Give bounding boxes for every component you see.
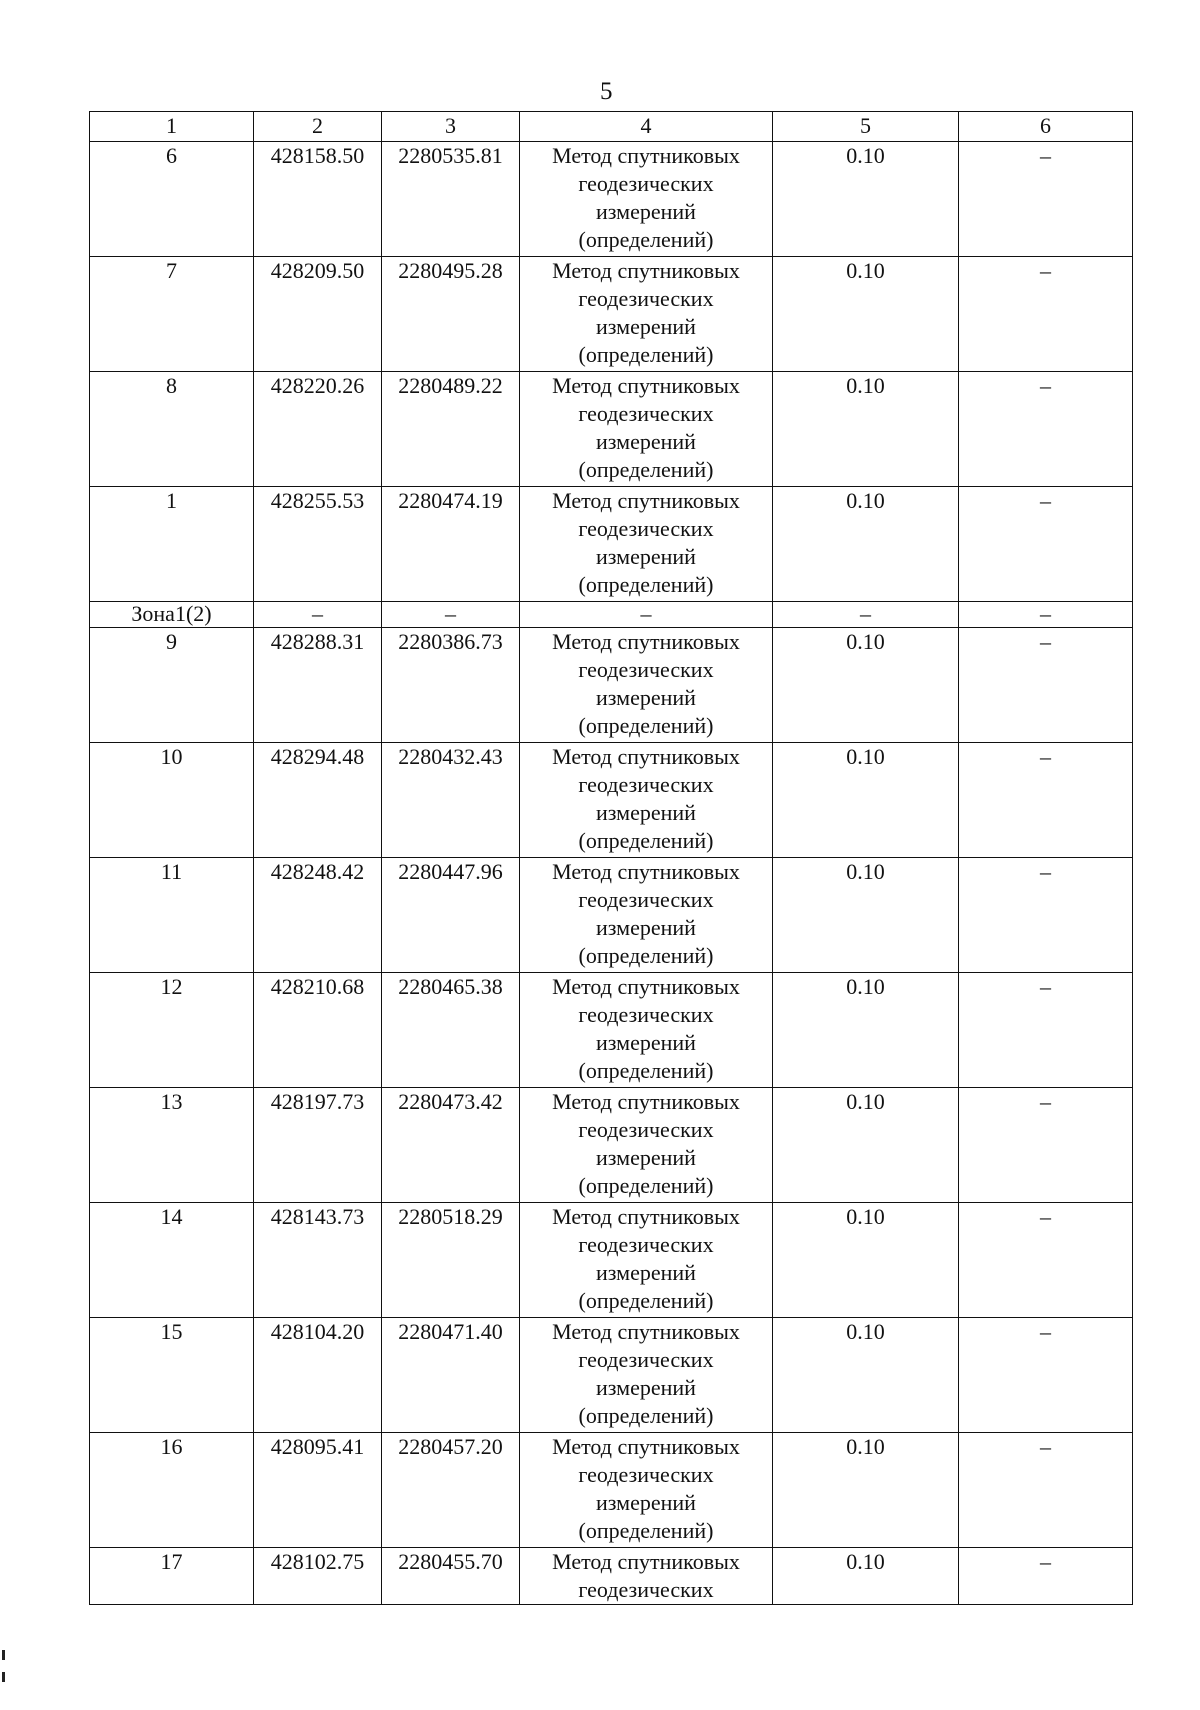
table-row [90, 1548, 1133, 1605]
coord-x-cell: 428248.42 [254, 858, 382, 973]
header-cell-1: 1 [90, 112, 254, 142]
table-row [90, 1088, 1133, 1203]
accuracy-cell: 0.10 [773, 1203, 959, 1318]
table-row [90, 858, 1133, 973]
header-row [90, 112, 1133, 142]
method-cell: Метод спутниковых геодезических измерений (определений) [520, 372, 773, 487]
point-id-cell: 15 [90, 1318, 254, 1433]
method-cell: Метод спутниковых геодезических измерений (определений) [520, 142, 773, 257]
note-cell: – [959, 858, 1133, 973]
note-cell: – [959, 257, 1133, 372]
method-cell: Метод спутниковых геодезических измерений (определений) [520, 257, 773, 372]
point-id-cell: 10 [90, 743, 254, 858]
zone-row [90, 602, 1133, 628]
point-id-cell: Зона1(2) [90, 602, 254, 628]
header-cell-2: 2 [254, 112, 382, 142]
point-id-cell: 6 [90, 142, 254, 257]
note-cell: – [959, 602, 1133, 628]
point-id-cell: 9 [90, 628, 254, 743]
coordinates-table [89, 111, 1133, 1605]
note-cell: – [959, 1548, 1133, 1605]
method-cell: Метод спутниковых геодезических измерений (определений) [520, 743, 773, 858]
coord-x-cell: 428143.73 [254, 1203, 382, 1318]
coord-y-cell: 2280432.43 [382, 743, 520, 858]
accuracy-cell: 0.10 [773, 628, 959, 743]
table-row [90, 1203, 1133, 1318]
method-cell: Метод спутниковых геодезических измерений (определений) [520, 1433, 773, 1548]
note-cell: – [959, 1203, 1133, 1318]
header-cell-6: 6 [959, 112, 1133, 142]
accuracy-cell: – [773, 602, 959, 628]
coord-y-cell: 2280455.70 [382, 1548, 520, 1605]
method-cell: Метод спутниковых геодезических [520, 1548, 773, 1605]
coord-y-cell: 2280474.19 [382, 487, 520, 602]
coord-y-cell: 2280473.42 [382, 1088, 520, 1203]
table-row [90, 628, 1133, 743]
header-cell-3: 3 [382, 112, 520, 142]
method-cell: Метод спутниковых геодезических измерений (определений) [520, 1088, 773, 1203]
coord-x-cell: 428095.41 [254, 1433, 382, 1548]
coord-y-cell: 2280489.22 [382, 372, 520, 487]
method-cell: Метод спутниковых геодезических измерений (определений) [520, 973, 773, 1088]
point-id-cell: 1 [90, 487, 254, 602]
coord-x-cell: 428209.50 [254, 257, 382, 372]
accuracy-cell: 0.10 [773, 973, 959, 1088]
note-cell: – [959, 973, 1133, 1088]
coord-x-cell: 428220.26 [254, 372, 382, 487]
coord-x-cell: 428104.20 [254, 1318, 382, 1433]
coord-y-cell: 2280447.96 [382, 858, 520, 973]
accuracy-cell: 0.10 [773, 858, 959, 973]
coord-x-cell: 428197.73 [254, 1088, 382, 1203]
note-cell: – [959, 487, 1133, 602]
coord-x-cell: 428255.53 [254, 487, 382, 602]
coord-y-cell: 2280386.73 [382, 628, 520, 743]
note-cell: – [959, 628, 1133, 743]
accuracy-cell: 0.10 [773, 1548, 959, 1605]
coord-y-cell: 2280465.38 [382, 973, 520, 1088]
coord-y-cell: 2280457.20 [382, 1433, 520, 1548]
table-row [90, 1318, 1133, 1433]
note-cell: – [959, 142, 1133, 257]
coord-x-cell: 428288.31 [254, 628, 382, 743]
point-id-cell: 8 [90, 372, 254, 487]
method-cell: Метод спутниковых геодезических измерений (определений) [520, 487, 773, 602]
method-cell: Метод спутниковых геодезических измерений (определений) [520, 628, 773, 743]
coord-x-cell: – [254, 602, 382, 628]
accuracy-cell: 0.10 [773, 1318, 959, 1433]
table-body [90, 142, 1133, 1605]
coord-y-cell: 2280471.40 [382, 1318, 520, 1433]
table-row [90, 1433, 1133, 1548]
point-id-cell: 14 [90, 1203, 254, 1318]
accuracy-cell: 0.10 [773, 1088, 959, 1203]
note-cell: – [959, 1433, 1133, 1548]
note-cell: – [959, 1318, 1133, 1433]
coord-y-cell: 2280495.28 [382, 257, 520, 372]
coord-x-cell: 428210.68 [254, 973, 382, 1088]
coord-x-cell: 428102.75 [254, 1548, 382, 1605]
scan-edge-mark [2, 1672, 5, 1682]
accuracy-cell: 0.10 [773, 142, 959, 257]
scan-edge-mark [2, 1650, 5, 1660]
coord-y-cell: 2280535.81 [382, 142, 520, 257]
coord-x-cell: 428158.50 [254, 142, 382, 257]
note-cell: – [959, 743, 1133, 858]
header-cell-5: 5 [773, 112, 959, 142]
coord-y-cell: – [382, 602, 520, 628]
point-id-cell: 11 [90, 858, 254, 973]
point-id-cell: 13 [90, 1088, 254, 1203]
method-cell: – [520, 602, 773, 628]
point-id-cell: 7 [90, 257, 254, 372]
accuracy-cell: 0.10 [773, 1433, 959, 1548]
method-cell: Метод спутниковых геодезических измерений (определений) [520, 858, 773, 973]
table-row [90, 257, 1133, 372]
point-id-cell: 16 [90, 1433, 254, 1548]
coord-x-cell: 428294.48 [254, 743, 382, 858]
table-header [90, 112, 1133, 142]
header-cell-4: 4 [520, 112, 773, 142]
table-row [90, 973, 1133, 1088]
table-row [90, 372, 1133, 487]
page-number: 5 [600, 78, 613, 105]
accuracy-cell: 0.10 [773, 487, 959, 602]
table-row [90, 487, 1133, 602]
table-row [90, 142, 1133, 257]
method-cell: Метод спутниковых геодезических измерений (определений) [520, 1203, 773, 1318]
note-cell: – [959, 372, 1133, 487]
accuracy-cell: 0.10 [773, 257, 959, 372]
coord-y-cell: 2280518.29 [382, 1203, 520, 1318]
point-id-cell: 17 [90, 1548, 254, 1605]
accuracy-cell: 0.10 [773, 743, 959, 858]
accuracy-cell: 0.10 [773, 372, 959, 487]
note-cell: – [959, 1088, 1133, 1203]
method-cell: Метод спутниковых геодезических измерений (определений) [520, 1318, 773, 1433]
point-id-cell: 12 [90, 973, 254, 1088]
table-row [90, 743, 1133, 858]
